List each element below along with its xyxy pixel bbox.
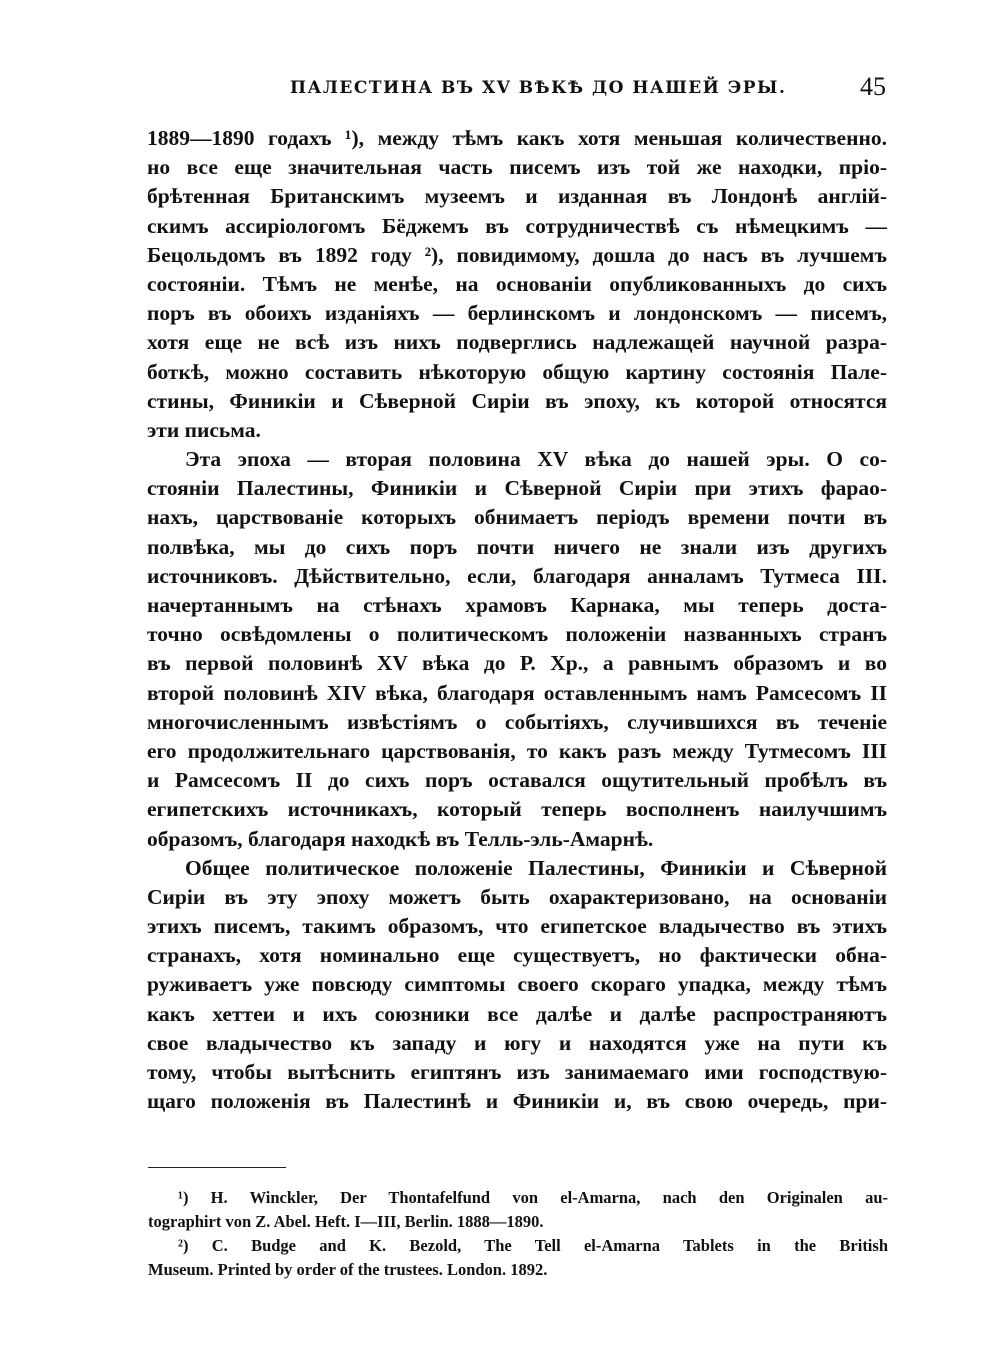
text-line: этихъ писемъ, такимъ образомъ, что египетское владычество въ этихъ [147, 914, 887, 939]
text-line: брѣтенная Британскимъ музеемъ и изданная въ Лондонѣ англій- [147, 184, 887, 209]
text-line: Сиріи въ эту эпоху можетъ быть охарактеризовано, на основаніи [147, 884, 887, 909]
text-line: поръ въ обоихъ изданіяхъ — берлинскомъ и лондонскомъ — писемъ, [147, 301, 887, 326]
text-line: щаго положенія въ Палестинѣ и Финикіи и, въ свою очередь, при- [147, 1089, 887, 1114]
paragraph-2 [147, 445, 887, 854]
footnote-line: tographirt von Z. Abel. Heft. I—III, Berlin. 1888—1890. [148, 1212, 544, 1231]
footnote-line: ²) C. Budge and K. Bezold, The Tell el-Amarna Tablets in the British [178, 1236, 888, 1255]
text-line: источниковъ. Дѣйствительно, если, благодаря анналамъ Тутмеса III. [147, 563, 887, 588]
text-line: египетскихъ источникахъ, который теперь восполненъ наилучшимъ [147, 797, 887, 822]
footnote-line: Museum. Printed by order of the trustees. London. 1892. [148, 1260, 548, 1279]
footnote-line: ¹) H. Winckler, Der Thontafelfund von el-Amarna, nach den Originalen au- [178, 1188, 888, 1207]
text-line: въ первой половинѣ XV вѣка до Р. Хр., а равнымъ образомъ и во [147, 651, 887, 676]
running-header [140, 72, 890, 104]
text-line: тому, чтобы вытѣснить египтянъ изъ занимаемаго ими господствую- [147, 1060, 887, 1084]
text-line: Эта эпоха — вторая половина XV вѣка до нашей эры. О со- [185, 447, 887, 472]
running-title: ПАЛЕСТИНА ВЪ XV ВѢКѢ ДО НАШЕЙ ЭРЫ. [290, 78, 787, 98]
text-line: второй половинѣ XIV вѣка, благодаря оставленнымъ намъ Рамсесомъ II [147, 680, 887, 705]
text-line: точно освѣдомлены о политическомъ положеніи названныхъ странъ [147, 622, 887, 647]
footnote-2 [148, 1234, 888, 1282]
text-line: но все еще значительная часть писемъ изъ той же находки, пріо- [147, 155, 887, 180]
text-line: начертаннымъ на стѣнахъ храмовъ Карнака, мы теперь доста- [147, 593, 887, 617]
text-line: многочисленнымъ извѣстіямъ о событіяхъ, случившихся въ теченіе [147, 709, 887, 734]
text-line: боткѣ, можно составить нѣкоторую общую картину состоянія Пале- [147, 359, 887, 384]
text-line: образомъ, благодаря находкѣ въ Телль-эль-Амарнѣ. [147, 826, 654, 851]
text-line: его продолжительнаго царствованія, то какъ разъ между Тутмесомъ III [147, 738, 887, 763]
paragraph-3 [147, 854, 887, 1117]
footnotes [148, 1186, 888, 1282]
text-line: Общее политическое положеніе Палестины, Финикіи и Сѣверной [185, 855, 887, 880]
text-line: и Рамсесомъ II до сихъ поръ оставался ощутительный пробѣлъ въ [147, 768, 887, 793]
footnote-1 [148, 1186, 888, 1234]
text-line: состояніи. Тѣмъ не менѣе, на основаніи опубликованныхъ до сихъ [147, 271, 887, 296]
footnote-divider [148, 1167, 286, 1168]
text-line: скимъ ассиріологомъ Бёджемъ въ сотрудничествѣ съ нѣмецкимъ — [147, 213, 887, 238]
text-line: какъ хеттеи и ихъ союзники все далѣе и далѣе распространяютъ [147, 1001, 887, 1026]
text-line: стояніи Палестины, Финикіи и Сѣверной Сиріи при этихъ фарао- [147, 476, 887, 501]
text-line: руживаетъ уже повсюду симптомы своего скораго упадка, между тѣмъ [147, 972, 887, 997]
text-line: нахъ, царствованіе которыхъ обнимаетъ періодъ времени почти въ [147, 505, 887, 530]
text-line: полвѣка, мы до сихъ поръ почти ничего не знали изъ другихъ [147, 534, 887, 559]
page-number: 45 [860, 72, 886, 101]
text-line: эти письма. [147, 417, 261, 442]
text-line: хотя еще не всѣ изъ нихъ подверглись надлежащей научной разра- [147, 330, 887, 355]
text-line: странахъ, хотя номинально еще существуетъ, но фактически обна- [147, 943, 887, 968]
paragraph-1 [147, 124, 887, 445]
text-line: Бецольдомъ въ 1892 году ²), повидимому, дошла до насъ въ лучшемъ [147, 242, 887, 267]
body-text [147, 124, 887, 1116]
text-line: стины, Финикіи и Сѣверной Сиріи въ эпоху, къ которой относятся [147, 388, 887, 413]
text-line: свое владычество къ западу и югу и находятся уже на пути къ [147, 1030, 887, 1055]
text-line: 1889—1890 годахъ ¹), между тѣмъ какъ хотя меньшая количественно. [147, 126, 887, 150]
